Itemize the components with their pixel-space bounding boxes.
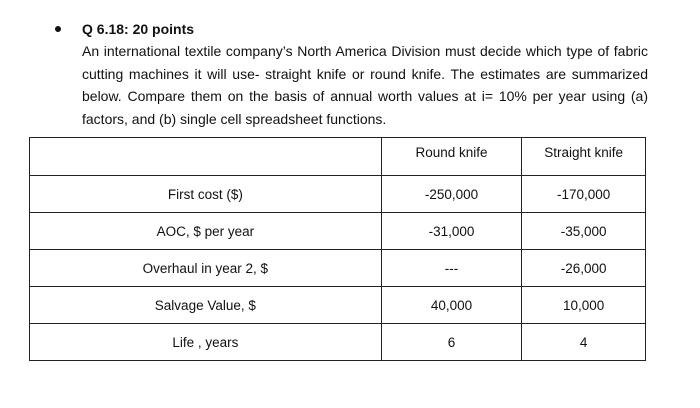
table-row <box>30 250 646 287</box>
row-label: Salvage Value, $ <box>30 287 382 324</box>
round-knife-value: 40,000 <box>381 287 522 324</box>
straight-knife-value: -35,000 <box>522 213 646 250</box>
table-row <box>30 213 646 250</box>
estimates-table <box>29 137 646 361</box>
table-row <box>30 324 646 361</box>
header-cell-straight-knife: Straight knife <box>522 138 646 176</box>
straight-knife-value: -170,000 <box>522 176 646 213</box>
row-label: Overhaul in year 2, $ <box>30 250 382 287</box>
table-row <box>30 176 646 213</box>
row-label: AOC, $ per year <box>30 213 382 250</box>
header-cell-label <box>30 138 382 176</box>
table-row <box>30 287 646 324</box>
header-cell-round-knife: Round knife <box>381 138 522 176</box>
round-knife-value: -31,000 <box>381 213 522 250</box>
row-label: First cost ($) <box>30 176 382 213</box>
straight-knife-value: 10,000 <box>522 287 646 324</box>
row-label: Life , years <box>30 324 382 361</box>
bullet-point <box>55 26 61 32</box>
round-knife-value: 6 <box>381 324 522 361</box>
table-header-row <box>30 138 646 176</box>
question-title: Q 6.18: 20 points <box>82 21 195 37</box>
straight-knife-value: 4 <box>522 324 646 361</box>
round-knife-value: --- <box>381 250 522 287</box>
round-knife-value: -250,000 <box>381 176 522 213</box>
question-text: An international textile company’s North America Division must decide which type of fabric cutting machines it will use- straight knife or round knife. The estimates are summarized below. Compare them on the basis of annual worth values at i= 10% per year using (a) factors, and (b) single cell spreadsheet functions. <box>82 43 648 127</box>
straight-knife-value: -26,000 <box>522 250 646 287</box>
